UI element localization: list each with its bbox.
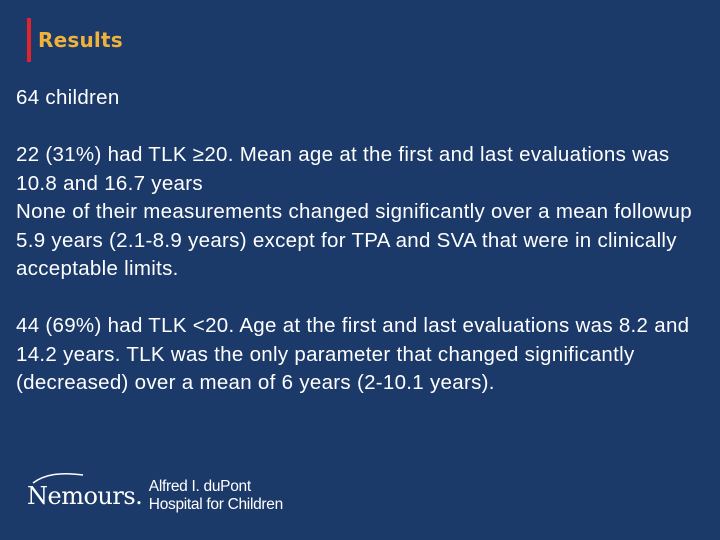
logo-wordmark [27,482,135,510]
logo-wordmark-text: Nemours [27,482,136,510]
logo-hospital-name [149,478,283,514]
paragraph-children-count: 64 children [16,86,120,109]
paragraph-group-2-summary: 44 (69%) had TLK <20. Age at the first and last evaluations was 8.2 and 14.2 years. TLK was the only parameter that changed significantly (decreased) over a mean of 6 years (2-10.1 years). [16,314,690,394]
nemours-logo [27,478,283,514]
logo-line-2: Hospital for Children [148,496,283,513]
slide-title: Results [38,28,123,52]
logo-dot: . [135,482,143,510]
paragraph-spacer [16,113,696,142]
logo-line-1: Alfred I. duPont [148,478,251,495]
paragraph-group-1-detail: None of their measurements changed significantly over a mean followup 5.9 years (2.1-8.9 years) except for TPA and SVA that were in clinically acceptable limits. [16,200,692,280]
slide-body [16,84,696,398]
slide-header [27,18,123,62]
title-accent-bar [27,18,31,62]
paragraph-spacer [16,284,696,313]
logo-swoosh-icon [27,472,87,484]
paragraph-group-1-summary: 22 (31%) had TLK ≥20. Mean age at the first and last evaluations was 10.8 and 16.7 years [16,143,670,195]
